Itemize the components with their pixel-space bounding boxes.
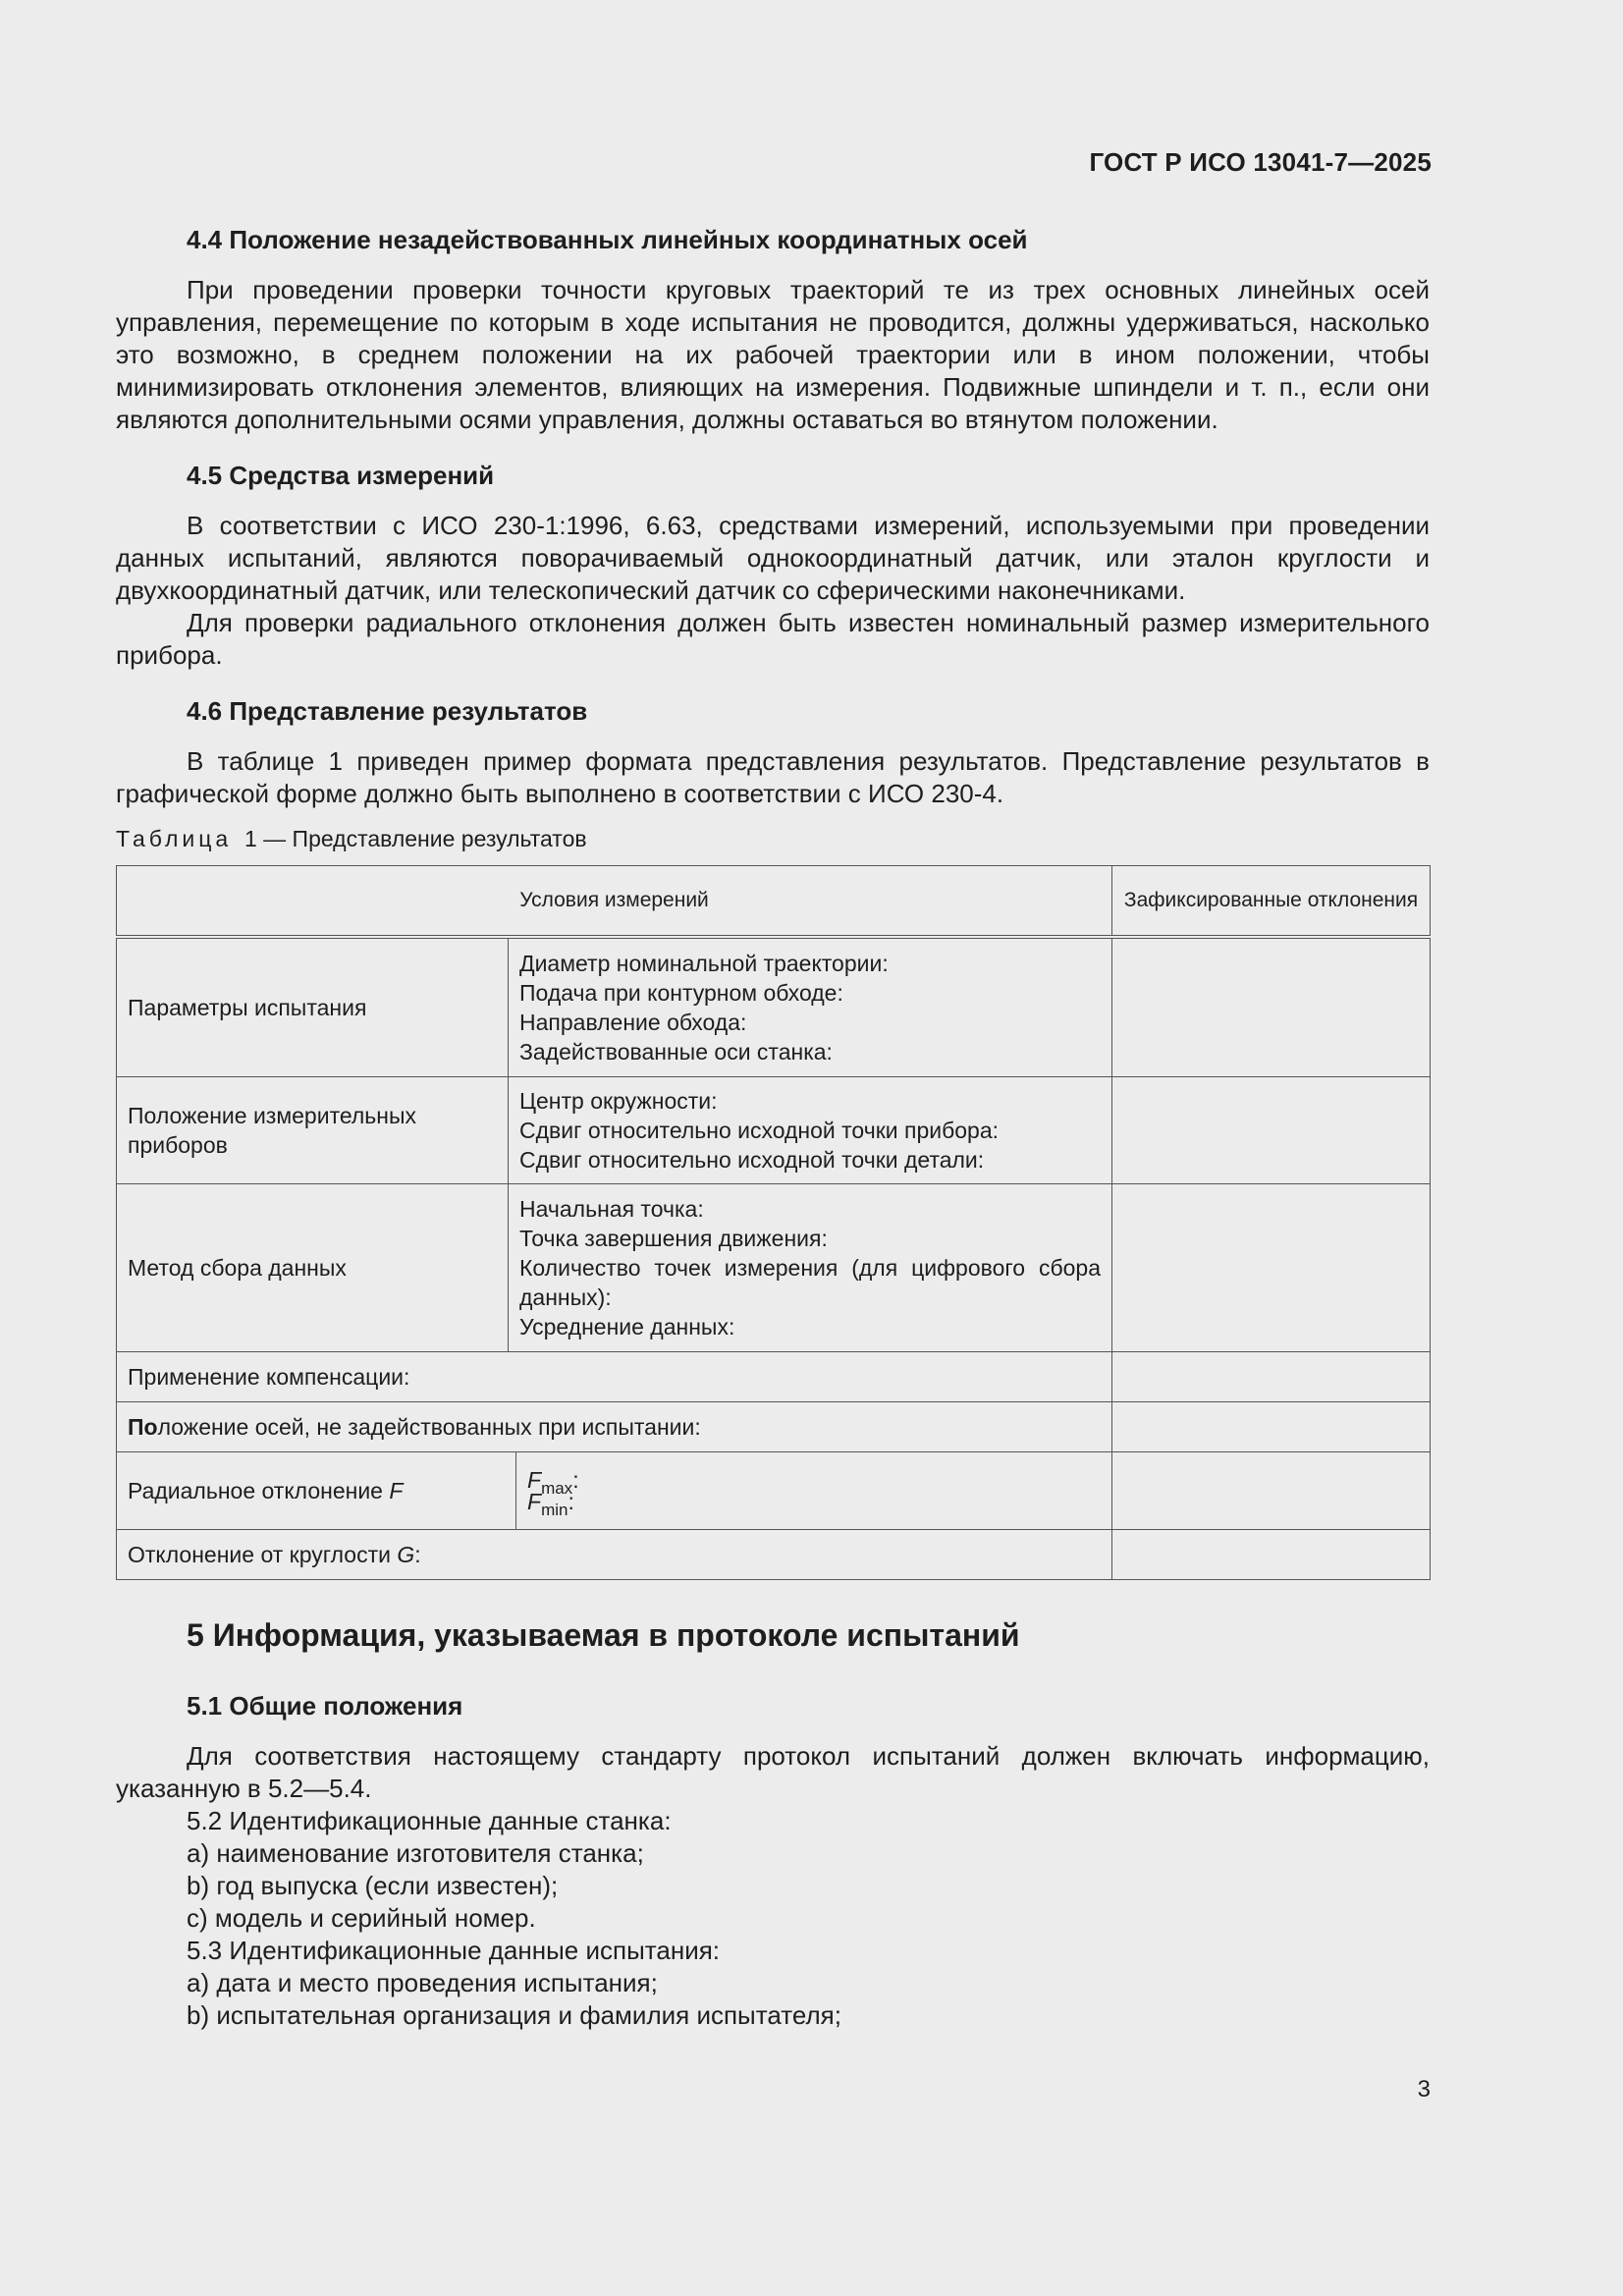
table-row bbox=[117, 1452, 1431, 1530]
section-4-5-title: 4.5 Средства измерений bbox=[187, 461, 495, 490]
fmax-symbol: F bbox=[527, 1467, 542, 1493]
deviation-cell bbox=[1112, 1452, 1431, 1530]
section-4-4-paragraph: При проведении проверки точности круговых траекторий те из трех основных линейных осей управления, перемещение по которым в ходе испытания не проводится, должны удерживаться, насколько это возможно, в среднем положении на их рабочей траектории или в ином положении, чтобы минимизировать отклонения элементов, влияющих на измерения. Подвижные шпиндели и т. п., если они являются дополнительными осями управления, должны оставаться во втянутом положении. bbox=[116, 275, 1430, 434]
condition-item: Сдвиг относительно исходной точки прибора: bbox=[519, 1118, 1000, 1143]
header-deviations: Зафиксированные отклонения bbox=[1112, 866, 1431, 938]
section-4-5-paragraph-2: Для проверки радиального отклонения должен быть известен номинальный размер измерительного прибора. bbox=[116, 608, 1430, 670]
fmax-subscript: max bbox=[541, 1479, 573, 1498]
condition-item: Усреднение данных: bbox=[519, 1314, 735, 1339]
list-item: b) год выпуска (если известен); bbox=[187, 1871, 559, 1900]
deviation-cell bbox=[1112, 937, 1431, 1077]
unused-axes-text: ложение осей, не задействованных при испытании: bbox=[157, 1414, 701, 1440]
page-number: 3 bbox=[1417, 2076, 1431, 2103]
deviation-cell bbox=[1112, 1530, 1431, 1580]
table-caption-word: Таблица bbox=[116, 826, 233, 851]
section-5-2-heading: 5.2 Идентификационные данные станка: bbox=[187, 1806, 672, 1835]
row-label-roundness bbox=[117, 1530, 1112, 1580]
section-5-title: 5 Информация, указываемая в протоколе испытаний bbox=[187, 1617, 1020, 1653]
row-label-data-collection: Метод сбора данных bbox=[117, 1184, 509, 1352]
condition-item: Задействованные оси станка: bbox=[519, 1039, 833, 1065]
table-row bbox=[117, 1352, 1431, 1402]
radial-deviation-text: Радиальное отклонение bbox=[128, 1478, 390, 1503]
table-caption-text: 1 — Представление результатов bbox=[243, 826, 587, 851]
table-header-row bbox=[117, 866, 1431, 938]
fmin-line bbox=[527, 1489, 1101, 1519]
condition-item: Сдвиг относительно исходной точки детали: bbox=[519, 1147, 985, 1173]
row-label-instrument-position: Положение измерительных приборов bbox=[117, 1077, 509, 1184]
deviation-cell bbox=[1112, 1352, 1431, 1402]
list-item: a) наименование изготовителя станка; bbox=[187, 1838, 644, 1868]
list-item: a) дата и место проведения испытания; bbox=[187, 1968, 658, 1997]
table-caption bbox=[116, 824, 1430, 853]
section-4-6-title: 4.6 Представление результатов bbox=[187, 696, 588, 726]
row-label-test-parameters: Параметры испытания bbox=[117, 937, 509, 1077]
roundness-text: Отклонение от круглости bbox=[128, 1542, 398, 1567]
table-row bbox=[117, 1402, 1431, 1452]
deviation-cell bbox=[1112, 1184, 1431, 1352]
condition-item: Диаметр номинальной траектории: bbox=[519, 951, 889, 976]
section-5-1-title: 5.1 Общие положения bbox=[187, 1691, 463, 1721]
section-5-1-paragraph: Для соответствия настоящему стандарту протокол испытаний должен включать информацию, указанную в 5.2—5.4. bbox=[116, 1741, 1430, 1803]
row-items-instrument-position bbox=[509, 1077, 1112, 1184]
condition-item: Начальная точка: bbox=[519, 1196, 704, 1222]
fmin-subscript: min bbox=[541, 1501, 568, 1519]
fmax-colon: : bbox=[572, 1467, 579, 1493]
fmin-symbol: F bbox=[527, 1489, 542, 1514]
row-label-radial-deviation bbox=[117, 1452, 516, 1530]
deviation-cell bbox=[1112, 1402, 1431, 1452]
condition-item: Центр окружности: bbox=[519, 1088, 718, 1114]
condition-item: Количество точек измерения (для цифрового сбора данных): bbox=[519, 1255, 1102, 1310]
condition-item: Подача при контурном обходе: bbox=[519, 980, 843, 1006]
radial-deviation-symbol: F bbox=[389, 1478, 404, 1503]
fmin-colon: : bbox=[568, 1489, 574, 1514]
fmax-line bbox=[527, 1467, 1101, 1498]
condition-item: Направление обхода: bbox=[519, 1010, 747, 1035]
section-4-4-title: 4.4 Положение незадействованных линейных координатных осей bbox=[187, 225, 1028, 254]
section-4-6-paragraph: В таблице 1 приведен пример формата представления результатов. Представление результатов в графической форме должно быть выполнено в соответствии с ИСО 230-4. bbox=[116, 746, 1430, 808]
header-conditions: Условия измерений bbox=[117, 866, 1112, 938]
row-label-unused-axes bbox=[117, 1402, 1112, 1452]
roundness-colon: : bbox=[414, 1542, 421, 1567]
radial-deviation-values bbox=[516, 1452, 1112, 1530]
list-item: c) модель и серийный номер. bbox=[187, 1903, 536, 1933]
row-items-data-collection bbox=[509, 1184, 1112, 1352]
page-content bbox=[116, 224, 1430, 2032]
roundness-symbol: G bbox=[397, 1542, 415, 1567]
row-items-test-parameters bbox=[509, 937, 1112, 1077]
row-label-compensation: Применение компенсации: bbox=[117, 1352, 1112, 1402]
section-5-3-heading: 5.3 Идентификационные данные испытания: bbox=[187, 1936, 721, 1965]
results-table bbox=[116, 865, 1431, 1580]
deviation-cell bbox=[1112, 1077, 1431, 1184]
table-row bbox=[117, 1184, 1431, 1352]
table-row bbox=[117, 937, 1431, 1077]
condition-item: Точка завершения движения: bbox=[519, 1226, 828, 1251]
unused-axes-bold-prefix: По bbox=[128, 1414, 158, 1440]
list-item: b) испытательная организация и фамилия испытателя; bbox=[187, 2000, 841, 2030]
table-row bbox=[117, 1077, 1431, 1184]
table-row bbox=[117, 1530, 1431, 1580]
document-id: ГОСТ Р ИСО 13041-7—2025 bbox=[1089, 147, 1432, 177]
section-4-5-paragraph-1: В соответствии с ИСО 230-1:1996, 6.63, средствами измерений, используемыми при проведении данных испытаний, являются поворачиваемый однокоординатный датчик, или эталон круглости и двухкоординатный датчик, или телескопический датчик со сферическими наконечниками. bbox=[116, 511, 1430, 605]
